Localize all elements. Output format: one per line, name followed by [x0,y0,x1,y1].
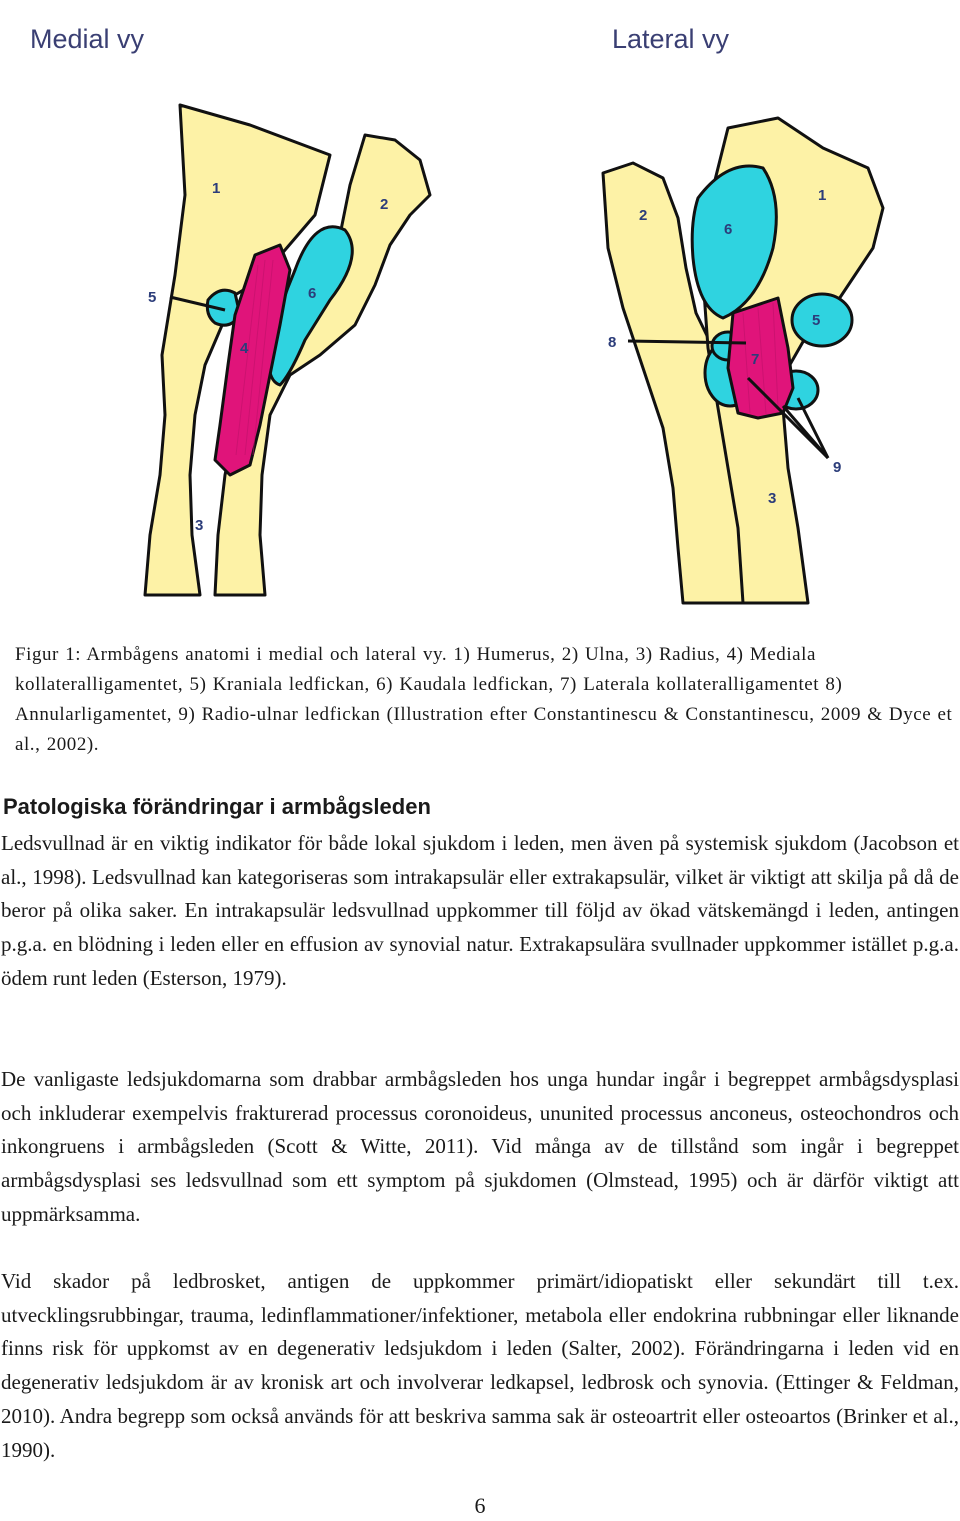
body-paragraph: Ledsvullnad är en viktig indikator för både lokal sjukdom i leden, men även på systemisk sjukdom (Jacobson et al., 1998). Ledsvullnad kan kategoriseras som intrakapsulär eller extrakapsulär, vilket är viktigt att skilja på då de beror på olika saker. En intrakapsulär ledsvullnad uppkommer till följd av ökad vätskemängd i leden, antingen p.g.a. en blödning i leden eller en effusion av synovial natur. Extrakapsulära svullnader uppkommer istället p.g.a. ödem runt leden (Esterson, 1979). [1,831,959,990]
svg-text:3: 3 [768,490,777,507]
svg-text:3: 3 [195,517,204,534]
page-number: 6 [474,1493,486,1518]
svg-text:6: 6 [724,221,733,238]
svg-text:1: 1 [818,187,827,204]
lateral-view-heading: Lateral vy [612,24,730,54]
svg-text:2: 2 [639,207,648,224]
svg-text:8: 8 [608,334,617,351]
medial-view-heading: Medial vy [30,24,145,54]
body-paragraph: De vanligaste ledsjukdomarna som drabbar armbågsleden hos unga hundar ingår i begreppet armbågsdysplasi och inkluderar exempelvis frakturerad processus coronoideus, ununited processus anconeus, osteochondros och inkongruens i armbågsleden (Scott & Witte, 2011). Vid många av de tillstånd som ingår i begreppet armbågsdysplasi ses ledsvullnad som ett symptom på sjukdomen (Olmstead, 1995) och är därför viktigt att uppmärksamma. [1,1067,959,1226]
svg-text:1: 1 [212,180,221,197]
medial-view-illustration [140,95,440,605]
svg-text:7: 7 [751,351,760,368]
svg-text:2: 2 [380,196,389,213]
pointer-line-8 [628,341,746,343]
lateral-view-illustration [578,108,898,608]
svg-text:5: 5 [148,289,157,306]
svg-text:9: 9 [833,459,842,476]
svg-text:5: 5 [812,312,821,329]
cranial-pouch-lateral [792,294,852,346]
section-heading: Patologiska förändringar i armbågsleden [3,794,431,819]
figure-caption: Figur 1: Armbågens anatomi i medial och lateral vy. 1) Humerus, 2) Ulna, 3) Radius, 4) Mediala kollateralligamentet, 5) Kraniala ledfickan, 6) Kaudala ledfickan, 7) Laterala kollateralligamentet 8) Annularligamentet, 9) Radio-ulnar ledfickan (Illustration efter Constantinescu & Constantinescu, 2009 & Dyce et al., 2002). [15,644,953,755]
svg-text:4: 4 [240,340,249,357]
body-paragraph: Vid skador på ledbrosket, antigen de uppkommer primärt/idiopatiskt eller sekundärt till t.ex. utvecklingsrubbingar, trauma, ledinflammationer/infektioner, metabola eller endokrina rubbningar eller liknande finns risk för uppkomst av en degenerativ ledsjukdom i leden (Salter, 2002). Förändringarna i leden vid en degenerativ ledsjukdom är av kronisk art och involverar ledkapsel, ledbrosk och synovia. (Ettinger & Feldman, 2010). Andra begrepp som också används för att beskriva samma sak är osteoartrit eller osteoartos (Brinker et al., 1990). [1,1269,959,1462]
svg-text:6: 6 [308,285,317,302]
